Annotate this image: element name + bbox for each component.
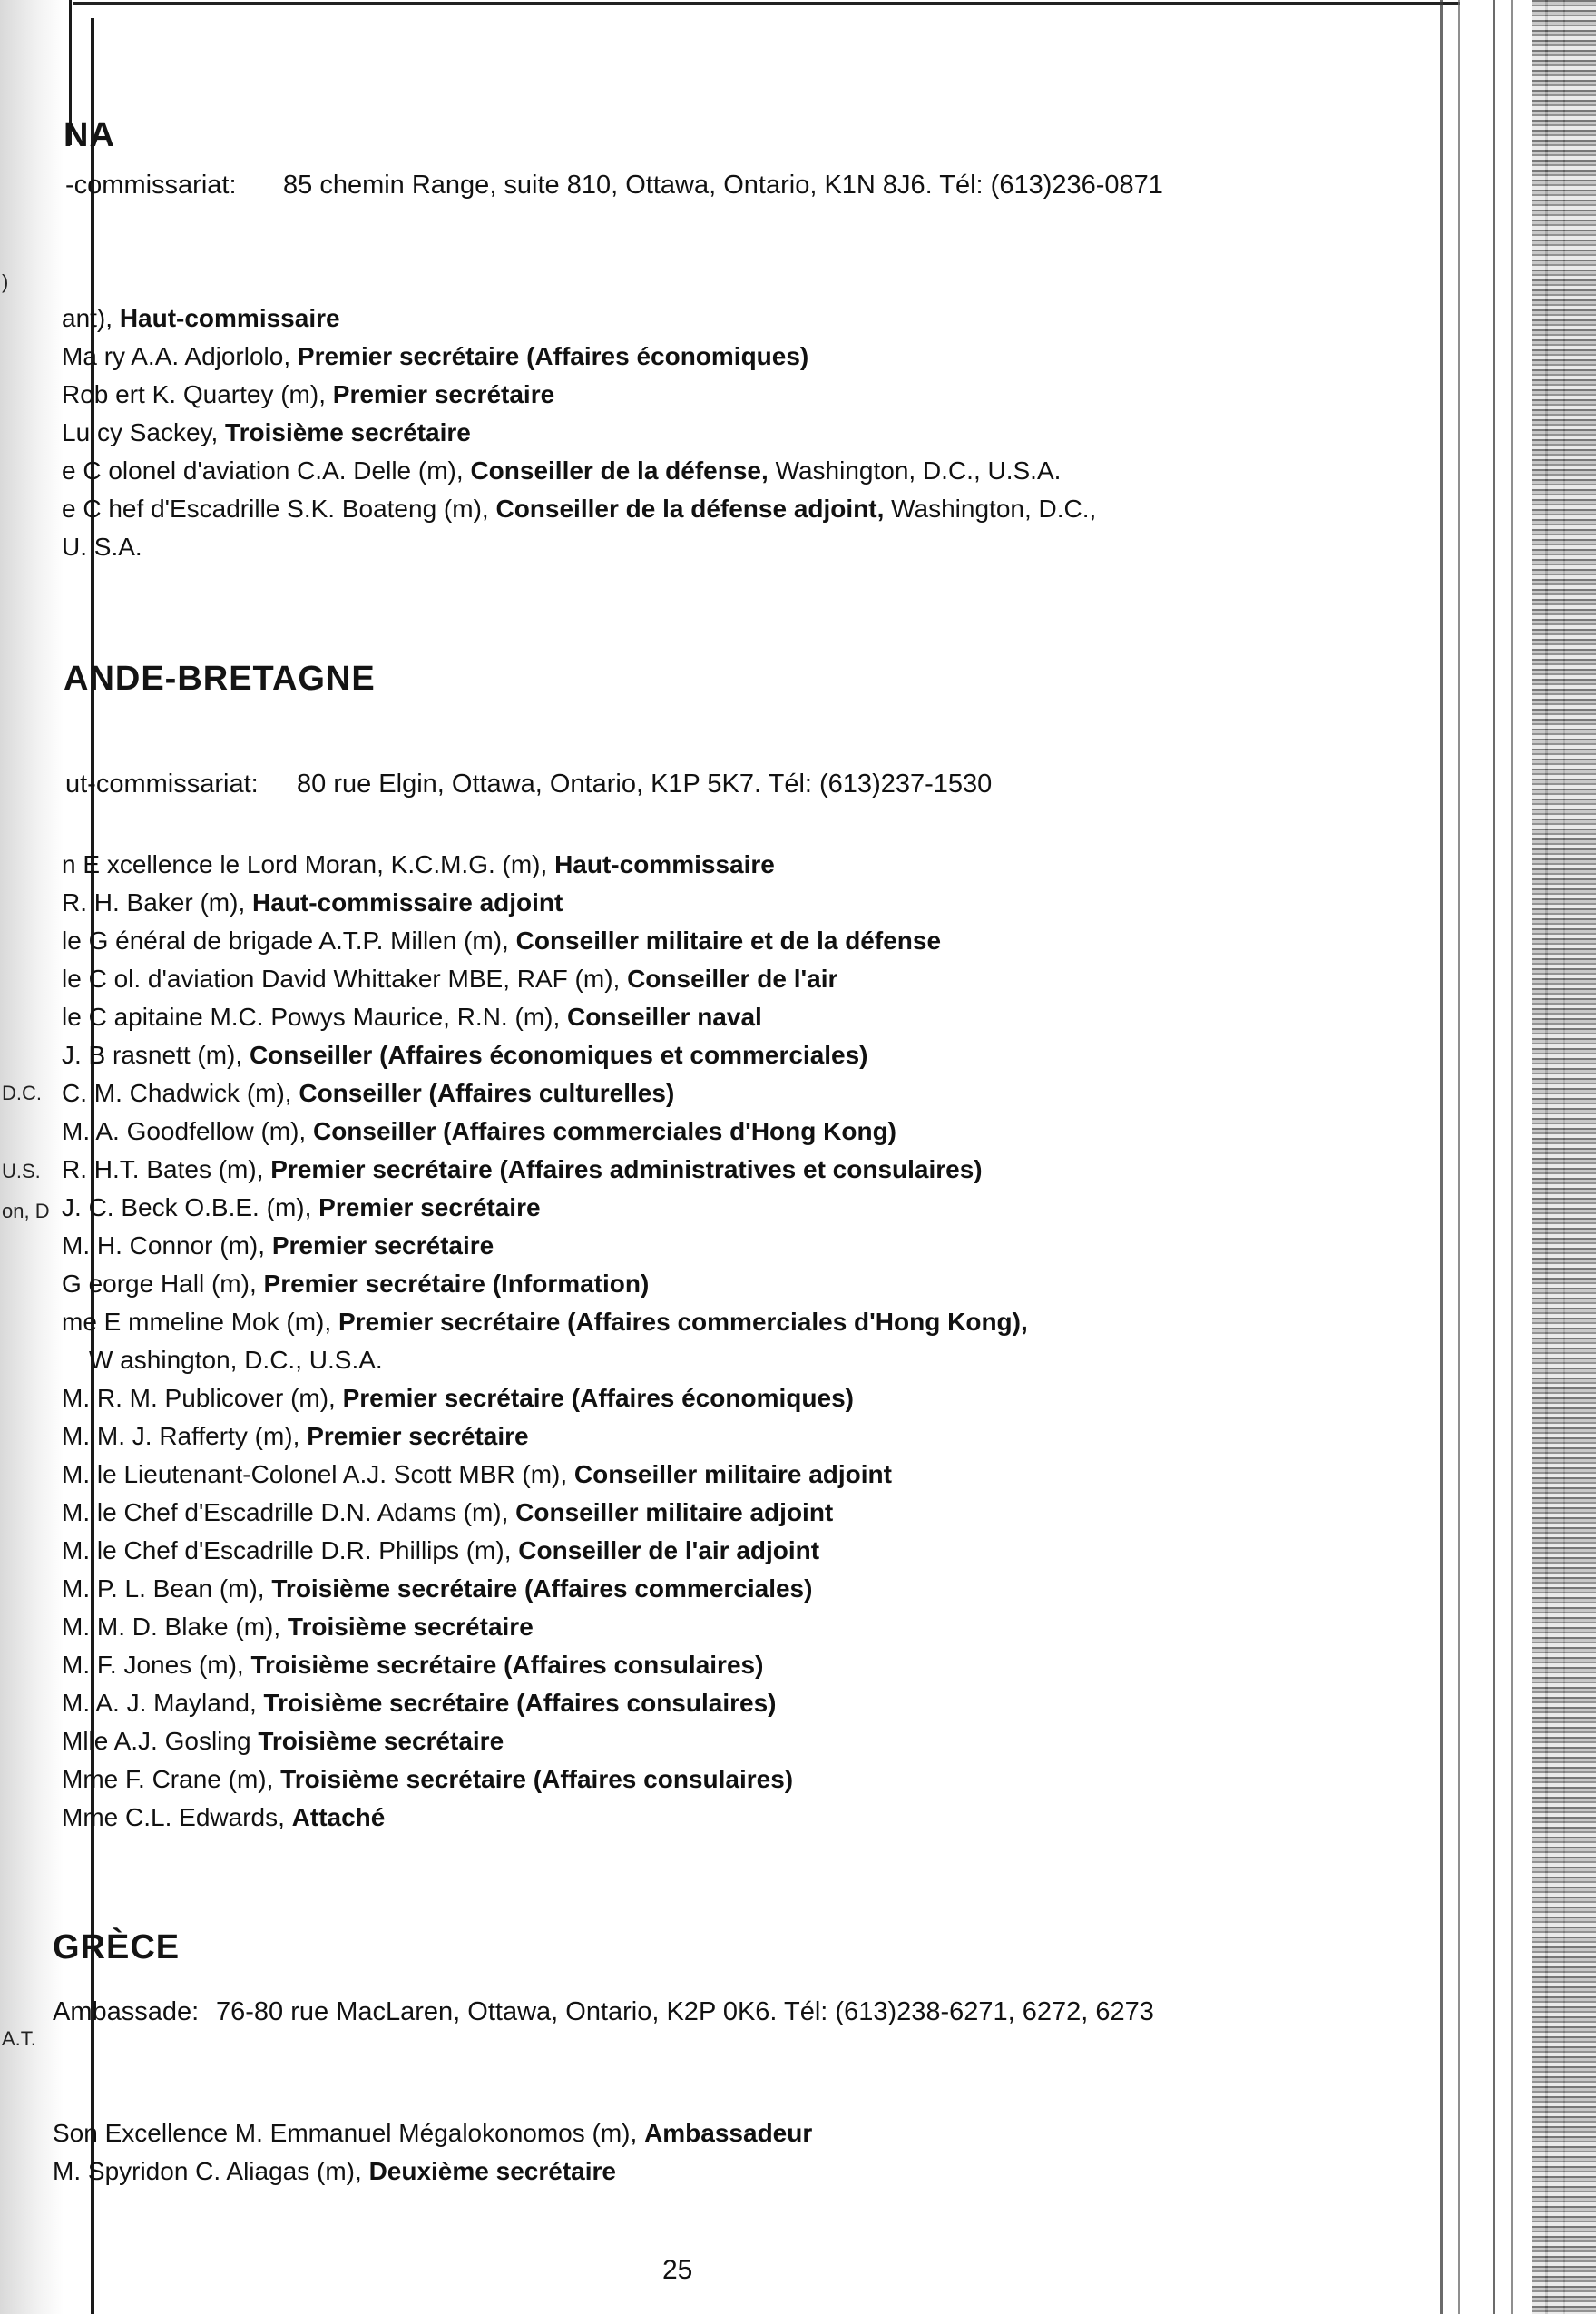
section-title-grece: GRÈCE [53, 1928, 181, 1966]
staff-prefix: Ma [62, 342, 97, 370]
staff-role: Troisième secrétaire (Affaires consulaires) [263, 1689, 777, 1717]
staff-name: Jones (m), [123, 1651, 244, 1679]
staff-prefix: n E [62, 850, 101, 878]
staff-name: Lieutenant-Colonel A.J. Scott MBR (m), [123, 1460, 568, 1488]
staff-entry [62, 1684, 1350, 1722]
staff-prefix: R. [62, 888, 87, 917]
staff-entry [62, 1417, 1350, 1456]
staff-entry [62, 1799, 1350, 1837]
staff-name: ashington, D.C., U.S.A. [120, 1346, 383, 1374]
staff-name: C.L. Edwards, [125, 1803, 285, 1831]
staff-entry [62, 338, 1350, 376]
staff-prefix: le C [62, 1003, 107, 1031]
staff-prefix: U. [62, 533, 87, 561]
staff-prefix: M. A. [62, 1689, 120, 1717]
margin-fragment: ) [2, 270, 9, 293]
staff-prefix: e C [62, 495, 102, 523]
scan-top-line [73, 2, 1460, 5]
staff-prefix: ant), [62, 304, 113, 332]
staff-role: Conseiller militaire adjoint [573, 1460, 892, 1488]
staff-entry [53, 2114, 1341, 2152]
staff-name: ol. d'aviation David Whittaker MBE, RAF (m), [113, 965, 621, 993]
staff-entry [62, 1760, 1350, 1799]
staff-name: mmeline Mok (m), [128, 1308, 332, 1336]
staff-prefix: M. le [62, 1498, 117, 1526]
staff-location: Washington, D.C., U.S.A. [775, 456, 1062, 485]
address-value: 76-80 rue MacLaren, Ottawa, Ontario, K2P 0K6. Tél: (613)238-6271, 6272, 6273 [216, 1997, 1154, 2026]
staff-role: Haut-commissaire [554, 850, 775, 878]
staff-role: Conseiller naval [567, 1003, 762, 1031]
margin-fragment: A.T. [2, 2027, 36, 2050]
address-label: ut-commissariat: [65, 770, 259, 799]
staff-name: H. Baker (m), [93, 888, 246, 917]
staff-entry [62, 1341, 1350, 1379]
staff-name: H.T. Bates (m), [93, 1155, 264, 1183]
staff-entry [62, 1151, 1350, 1189]
staff-role: Deuxième secrétaire [368, 2157, 616, 2185]
staff-prefix: M. [62, 1117, 91, 1145]
staff-entry [62, 299, 1350, 338]
staff-prefix: C. [62, 1079, 87, 1107]
staff-role: Conseiller de la défense adjoint, [495, 495, 885, 523]
staff-prefix: e C [62, 456, 102, 485]
staff-name: L. Bean (m), [124, 1574, 265, 1603]
staff-name: Chef d'Escadrille D.R. Phillips (m), [123, 1536, 512, 1564]
staff-prefix: W [89, 1346, 113, 1374]
staff-name: Excellence M. Emmanuel Mégalokonomos (m), [104, 2119, 638, 2147]
staff-role: Conseiller militaire et de la défense [515, 927, 942, 955]
staff-prefix: Son [53, 2119, 98, 2147]
staff-name: énéral de brigade A.T.P. Millen (m), [115, 927, 509, 955]
staff-name: M. Publicover (m), [129, 1384, 336, 1412]
staff-role: Troisième secrétaire (Affaires consulaires) [250, 1651, 764, 1679]
staff-role: Troisième secrétaire [287, 1613, 534, 1641]
staff-prefix: M. le [62, 1460, 117, 1488]
staff-name: Spyridon C. Aliagas (m), [87, 2157, 362, 2185]
staff-prefix: M. F. [62, 1651, 117, 1679]
staff-name: rasnett (m), [113, 1041, 243, 1069]
staff-role: Conseiller (Affaires commerciales d'Hong Kong) [312, 1117, 896, 1145]
staff-prefix: M. P. [62, 1574, 118, 1603]
staff-role: Premier secrétaire [307, 1422, 529, 1450]
address-label: -commissariat: [65, 171, 237, 200]
staff-role: Troisième secrétaire [225, 418, 471, 446]
staff-entry [62, 1265, 1350, 1303]
margin-fragment: D.C. [2, 1082, 42, 1104]
staff-name: J. Rafferty (m), [132, 1422, 300, 1450]
staff-entry [62, 1646, 1350, 1684]
staff-entry [62, 414, 1350, 452]
staff-location: Washington, D.C., [891, 495, 1097, 523]
staff-entry [62, 1113, 1350, 1151]
staff-name: A.J. Gosling [113, 1727, 251, 1755]
staff-entry [62, 452, 1350, 490]
staff-prefix: J. B [62, 1041, 106, 1069]
staff-prefix: M. [62, 1231, 91, 1260]
staff-entry [62, 922, 1350, 960]
staff-role: Haut-commissaire [119, 304, 340, 332]
staff-prefix: Mme [62, 1765, 119, 1793]
staff-prefix: M. R. [62, 1384, 122, 1412]
staff-role: Conseiller de la défense, [470, 456, 769, 485]
staff-prefix: le G [62, 927, 109, 955]
staff-name: hef d'Escadrille S.K. Boateng (m), [108, 495, 489, 523]
staff-entry [62, 1570, 1350, 1608]
staff-prefix: J. [62, 1193, 82, 1221]
staff-name: J. Mayland, [126, 1689, 257, 1717]
staff-name: S.A. [93, 533, 142, 561]
staff-role: Haut-commissaire adjoint [252, 888, 563, 917]
staff-name: C. Beck O.B.E. (m), [88, 1193, 312, 1221]
staff-role: Troisième secrétaire (Affaires commerciales) [271, 1574, 813, 1603]
staff-name: D. Blake (m), [132, 1613, 281, 1641]
staff-role: Premier secrétaire (Affaires commerciales d'Hong Kong), [338, 1308, 1028, 1336]
staff-name: ry A.A. Adjorlolo, [103, 342, 291, 370]
staff-role: Troisième secrétaire (Affaires consulaires) [280, 1765, 794, 1793]
staff-name: xcellence le Lord Moran, K.C.M.G. (m), [106, 850, 548, 878]
staff-entry [62, 1532, 1350, 1570]
staff-role: Conseiller (Affaires culturelles) [299, 1079, 675, 1107]
staff-prefix: R. [62, 1155, 87, 1183]
staff-role: Conseiller de l'air [627, 965, 838, 993]
staff-name: eorge Hall (m), [88, 1270, 257, 1298]
staff-role: Premier secrétaire (Affaires économiques) [342, 1384, 854, 1412]
staff-role: Premier secrétaire [318, 1193, 541, 1221]
staff-prefix: G [62, 1270, 82, 1298]
staff-prefix: M. [53, 2157, 82, 2185]
staff-role: Premier secrétaire (Affaires économiques) [297, 342, 809, 370]
staff-name: M. Chadwick (m), [93, 1079, 292, 1107]
staff-entry [62, 1227, 1350, 1265]
margin-fragment: U.S. [2, 1160, 41, 1182]
staff-prefix: le C [62, 965, 107, 993]
staff-prefix: Lu [62, 418, 91, 446]
staff-prefix: M. M. [62, 1422, 125, 1450]
staff-name: olonel d'aviation C.A. Delle (m), [108, 456, 464, 485]
staff-list-ghana [62, 299, 1350, 566]
staff-role: Premier secrétaire (Information) [263, 1270, 650, 1298]
staff-prefix: Mlle [62, 1727, 109, 1755]
address-label: Ambassade: [53, 1997, 200, 2026]
staff-prefix: M. le [62, 1536, 117, 1564]
staff-entry [62, 1456, 1350, 1494]
staff-role: Ambassadeur [644, 2119, 813, 2147]
scan-right-edge-noise [1532, 0, 1596, 2314]
staff-entry [62, 1608, 1350, 1646]
staff-role: Conseiller militaire adjoint [515, 1498, 834, 1526]
address-value: 80 rue Elgin, Ottawa, Ontario, K1P 5K7. Tél: (613)237-1530 [297, 770, 993, 799]
page-number: 25 [662, 2255, 693, 2285]
staff-name: F. Crane (m), [125, 1765, 274, 1793]
staff-role: Premier secrétaire [271, 1231, 494, 1260]
staff-list-grece [53, 2114, 1341, 2191]
staff-name: apitaine M.C. Powys Maurice, R.N. (m), [113, 1003, 561, 1031]
staff-name: H. Connor (m), [96, 1231, 266, 1260]
staff-prefix: me E [62, 1308, 122, 1336]
staff-role: Conseiller de l'air adjoint [518, 1536, 820, 1564]
margin-fragment: on, D [2, 1200, 50, 1222]
staff-entry [62, 846, 1350, 884]
address-value: 85 chemin Range, suite 810, Ottawa, Ontario, K1N 8J6. Tél: (613)236-0871 [283, 171, 1163, 200]
staff-entry [62, 376, 1350, 414]
staff-role: Troisième secrétaire [258, 1727, 504, 1755]
section-title-ghana: NA [64, 116, 115, 154]
staff-entry [62, 960, 1350, 998]
section-title-grande-bretagne: ANDE-BRETAGNE [64, 660, 376, 698]
staff-entry [62, 1036, 1350, 1074]
staff-entry [62, 528, 1350, 566]
staff-role: Premier secrétaire [332, 380, 555, 408]
staff-entry [62, 490, 1350, 528]
staff-prefix: M. M. [62, 1613, 125, 1641]
staff-name: Chef d'Escadrille D.N. Adams (m), [123, 1498, 509, 1526]
staff-entry [62, 884, 1350, 922]
staff-role: Premier secrétaire (Affaires administratives et consulaires) [270, 1155, 983, 1183]
staff-name: cy Sackey, [96, 418, 219, 446]
staff-entry [62, 1494, 1350, 1532]
staff-entry [62, 1074, 1350, 1113]
staff-entry [62, 998, 1350, 1036]
staff-entry [53, 2152, 1341, 2191]
staff-role: Conseiller (Affaires économiques et commerciales) [249, 1041, 868, 1069]
staff-role: Attaché [291, 1803, 386, 1831]
staff-name: ert K. Quartey (m), [115, 380, 326, 408]
staff-list-grande-bretagne [62, 846, 1350, 1837]
staff-entry [62, 1189, 1350, 1227]
staff-prefix: Rob [62, 380, 109, 408]
staff-entry [62, 1722, 1350, 1760]
staff-entry [62, 1379, 1350, 1417]
staff-prefix: Mme [62, 1803, 119, 1831]
staff-name: A. Goodfellow (m), [95, 1117, 307, 1145]
staff-entry [62, 1303, 1350, 1341]
